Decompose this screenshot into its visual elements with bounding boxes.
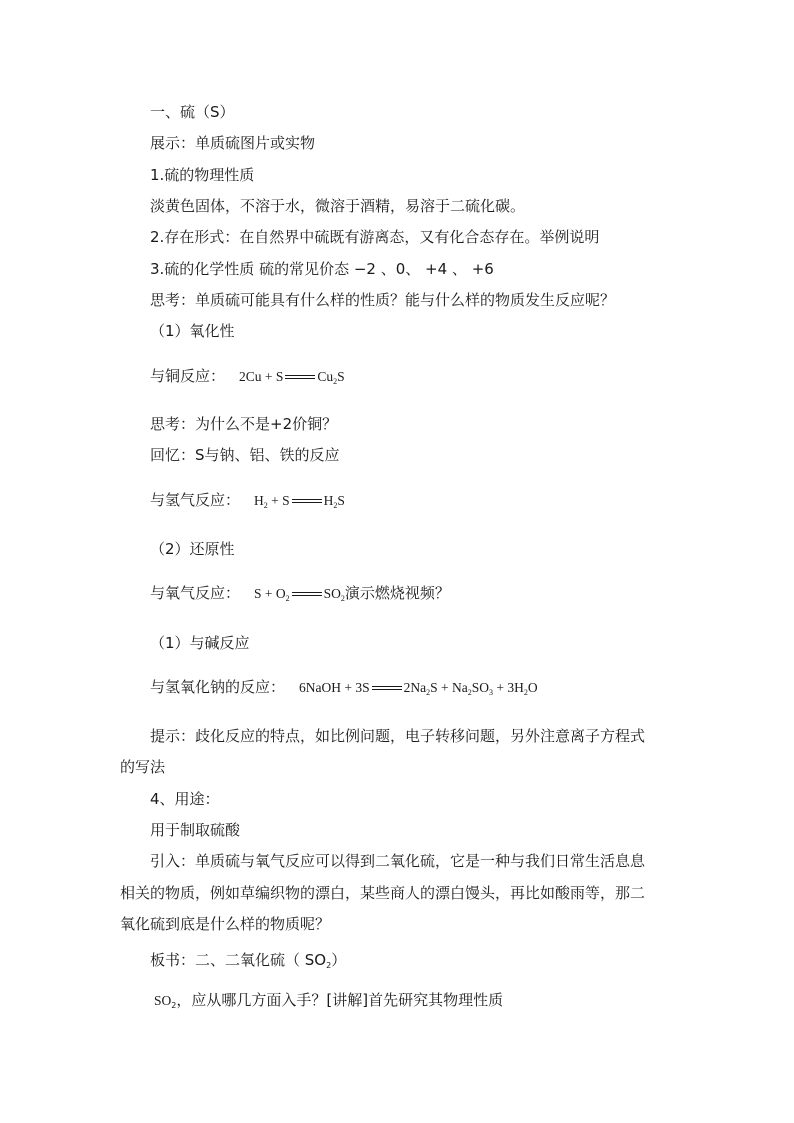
subheading-uses: 4、用途： [150,790,220,808]
equals-sign [285,373,315,383]
subheading-with-base: （1）与碱反应 [150,634,250,652]
equation-oxygen [150,583,450,609]
equation-formula: $S + O_2$ $SO_2$ [254,586,345,603]
equation-label: 与氢氧化钠的反应： [150,678,286,696]
subheading-physical-properties: 1.硫的物理性质 [150,166,255,184]
text-line: 淡黄色固体，不溶于水，微溶于酒精，易溶于二硫化碳。 [150,197,526,215]
board-heading-so2: 板书：二、二氧化硫（ $SO_2$） [150,951,347,970]
equals-sign [292,590,322,600]
text-line: 思考：单质硫可能具有什么样的性质？能与什么样的物质发生反应呢？ [150,291,616,309]
text-line: 展示：单质硫图片或实物 [150,134,316,152]
equation-naoh [150,677,538,703]
equation-label: 与氧气反应： [150,584,241,602]
section-heading-sulfur: 一、硫（S） [150,103,235,121]
equation-label: 与铜反应： [150,367,226,385]
text-line-so2-study: $SO_2$，应从哪几方面入手？[讲解]首先研究其物理性质 [154,991,504,1010]
equation-note: 演示燃烧视频？ [344,584,450,602]
equation-copper [150,366,345,392]
text-line: 思考：为什么不是+2价铜？ [150,415,338,433]
text-line: 引入：单质硫与氧气反应可以得到二氧化硫，它是一种与我们日常生活息息 [150,852,646,870]
equation-formula: 2Cu + S $Cu_2S$ [239,369,345,386]
text-line: 2.存在形式：在自然界中硫既有游离态，又有化合态存在。举例说明 [150,228,600,246]
equation-formula: 6NaOH + 3S $2Na_2S + Na_2SO_3 + 3H_2O$ [299,680,538,697]
text-line: 的写法 [120,758,166,776]
text-line: 用于制取硫酸 [150,821,241,839]
equation-label: 与氢气反应： [150,491,241,509]
text-line: 相关的物质，例如草编织物的漂白，某些商人的漂白馒头，再比如酸雨等，那二 [120,884,646,902]
equals-sign [292,497,322,507]
equation-hydrogen [150,490,345,516]
subheading-reducing: （2）还原性 [150,540,235,558]
subheading-oxidizing: （1）氧化性 [150,322,235,340]
text-line: 提示：歧化反应的特点，如比例问题，电子转移问题，另外注意离子方程式 [150,727,646,745]
text-line: 回忆：S与钠、铝、铁的反应 [150,446,340,464]
equation-formula: $H_2 + S$ $H_2S$ [254,493,345,510]
subheading-chemical-properties: 3.硫的化学性质 硫的常见价态 −2 、0、 +4 、 +6 [150,260,494,278]
text-line: 氧化硫到底是什么样的物质呢？ [120,915,331,933]
equals-sign [372,684,402,694]
